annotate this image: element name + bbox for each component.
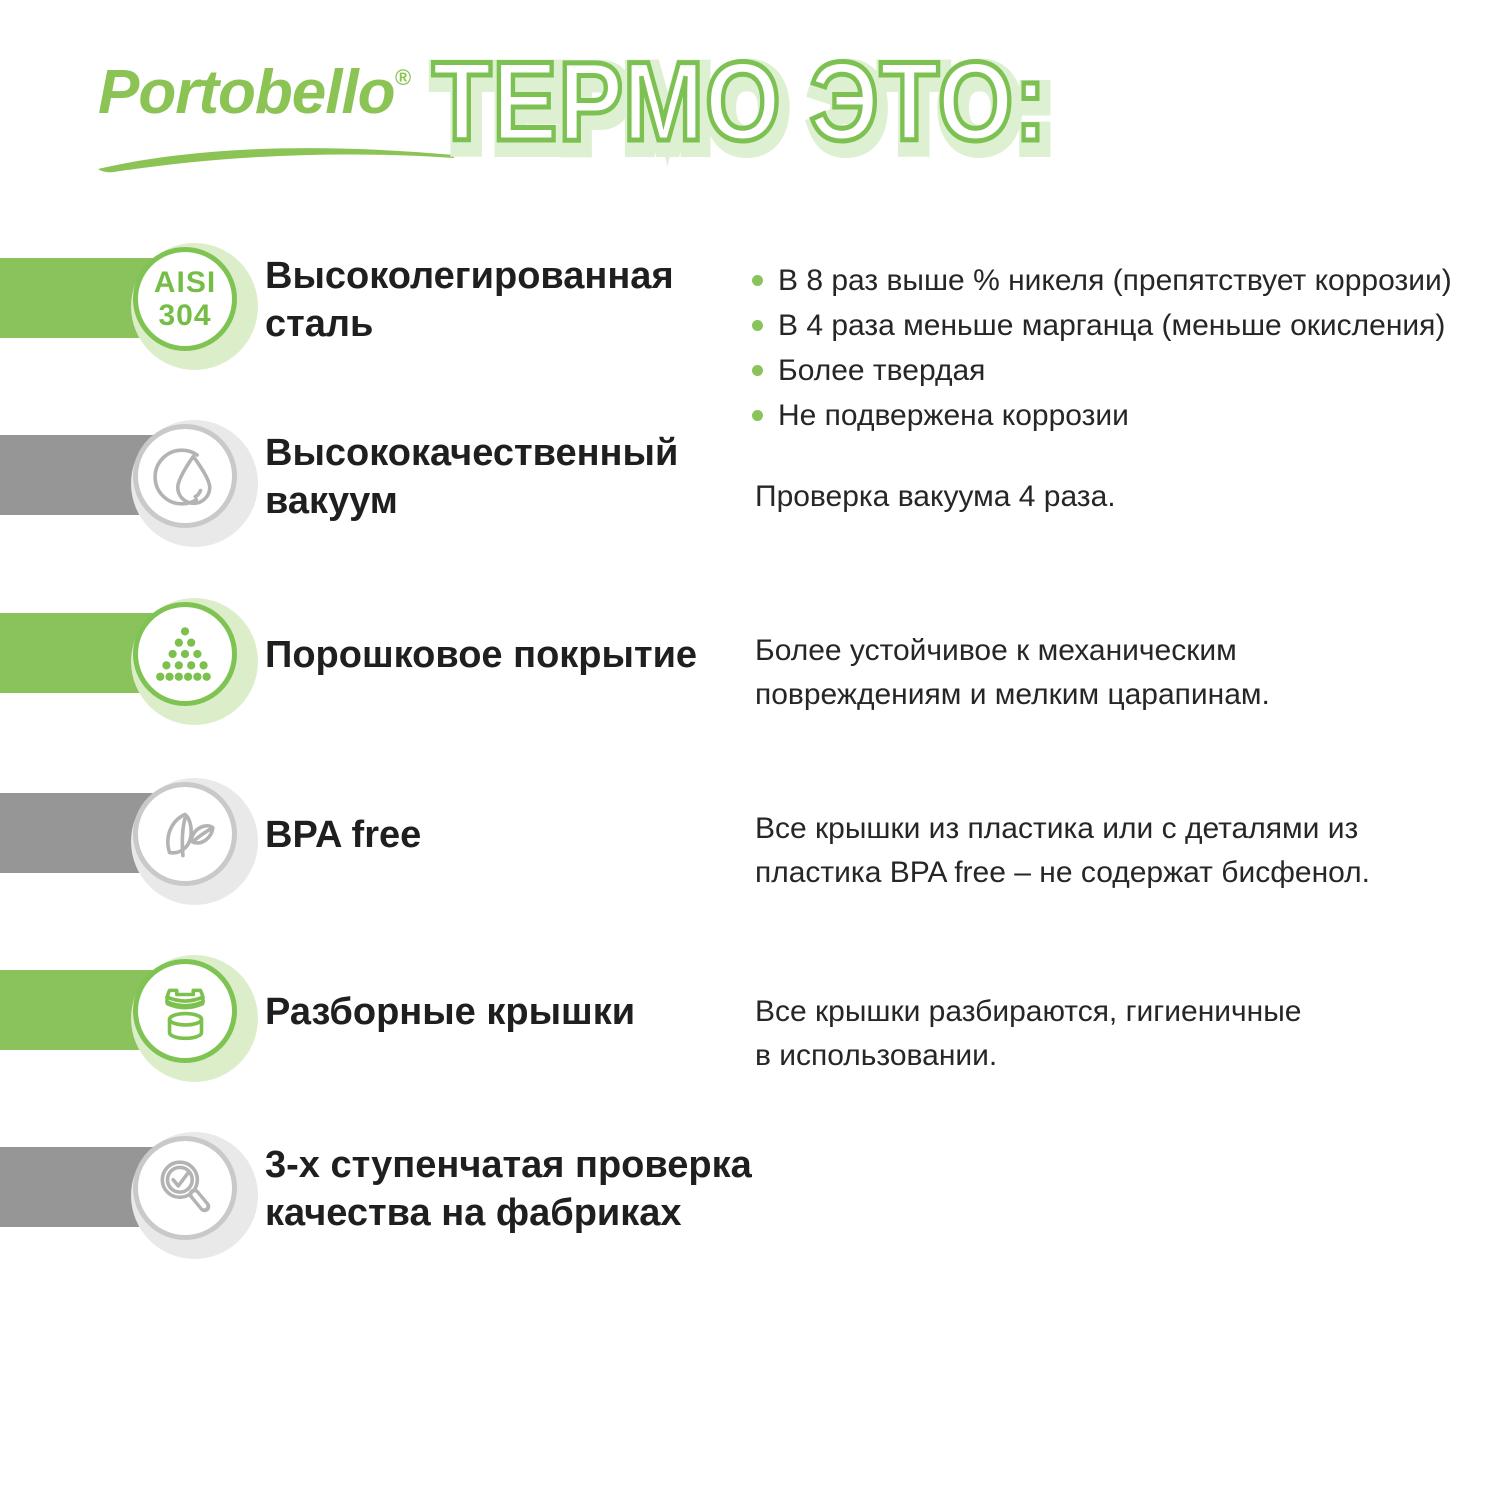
feature-description: Все крышки из пластика или с деталями из пластика BPA free – не содержат бисфенол.	[755, 812, 1370, 889]
brand-name	[98, 58, 478, 127]
feature-title: Разборные крышки	[265, 991, 636, 1033]
feature-row-steel	[0, 255, 1500, 432]
feature-row-quality-check	[0, 1144, 1500, 1234]
bullet-dot-icon	[752, 320, 763, 331]
feature-title: 3-х ступенчатая проверка качества на фабриках	[265, 1144, 752, 1234]
icon-circle	[133, 1136, 237, 1240]
feature-description: Все крышки разбираются, гигиеничные в использовании.	[755, 995, 1302, 1072]
bullet-dot-icon	[752, 365, 763, 376]
bullet-dot-icon	[752, 275, 763, 286]
feature-row-bpa-free	[0, 793, 1500, 889]
feature-row-vacuum	[0, 432, 1500, 522]
icon-circle	[133, 424, 237, 528]
brand-name-text: Portobello	[98, 58, 395, 127]
bullet-item: Не подвержена коррозии	[752, 393, 1452, 438]
water-drop-icon	[152, 443, 218, 509]
registered-trademark: ®	[394, 65, 410, 90]
feature-title: BPA free	[265, 814, 422, 856]
magnifier-check-icon	[152, 1155, 218, 1221]
bullet-item: Более твердая	[752, 348, 1452, 393]
feature-title: Высоколегированная сталь	[265, 255, 674, 345]
feature-row-powder-coating	[0, 613, 1500, 711]
powder-dots-icon	[152, 621, 218, 687]
aisi-304-badge	[133, 247, 237, 351]
feature-row-lids	[0, 970, 1500, 1072]
lid-parts-icon	[152, 978, 218, 1044]
bullet-item: В 4 раза меньше марганца (меньше окисления)	[752, 303, 1452, 348]
feature-title: Высококачественный вакуум	[265, 432, 679, 522]
bullet-item: В 8 раз выше % никеля (препятствует коррозии)	[752, 258, 1452, 303]
portobello-logo	[98, 58, 478, 127]
feature-bullet-list	[752, 258, 1452, 438]
page-title: ТЕРМО ЭТО: ТЕРМО ЭТО:	[432, 40, 1048, 163]
feature-description: Более устойчивое к механическим повреждениям и мелким царапинам.	[755, 634, 1270, 711]
icon-circle	[133, 602, 237, 706]
leaves-icon	[152, 801, 218, 867]
badge-line: AISI	[153, 266, 217, 299]
aisi-304-label	[154, 266, 216, 332]
bullet-dot-icon	[752, 410, 763, 421]
icon-circle	[133, 782, 237, 886]
feature-description: Проверка вакуума 4 раза.	[755, 480, 1116, 513]
badge-line: 304	[158, 299, 212, 332]
logo-swoosh-underline	[96, 144, 460, 178]
feature-title: Порошковое покрытие	[265, 634, 698, 676]
icon-circle	[133, 959, 237, 1063]
